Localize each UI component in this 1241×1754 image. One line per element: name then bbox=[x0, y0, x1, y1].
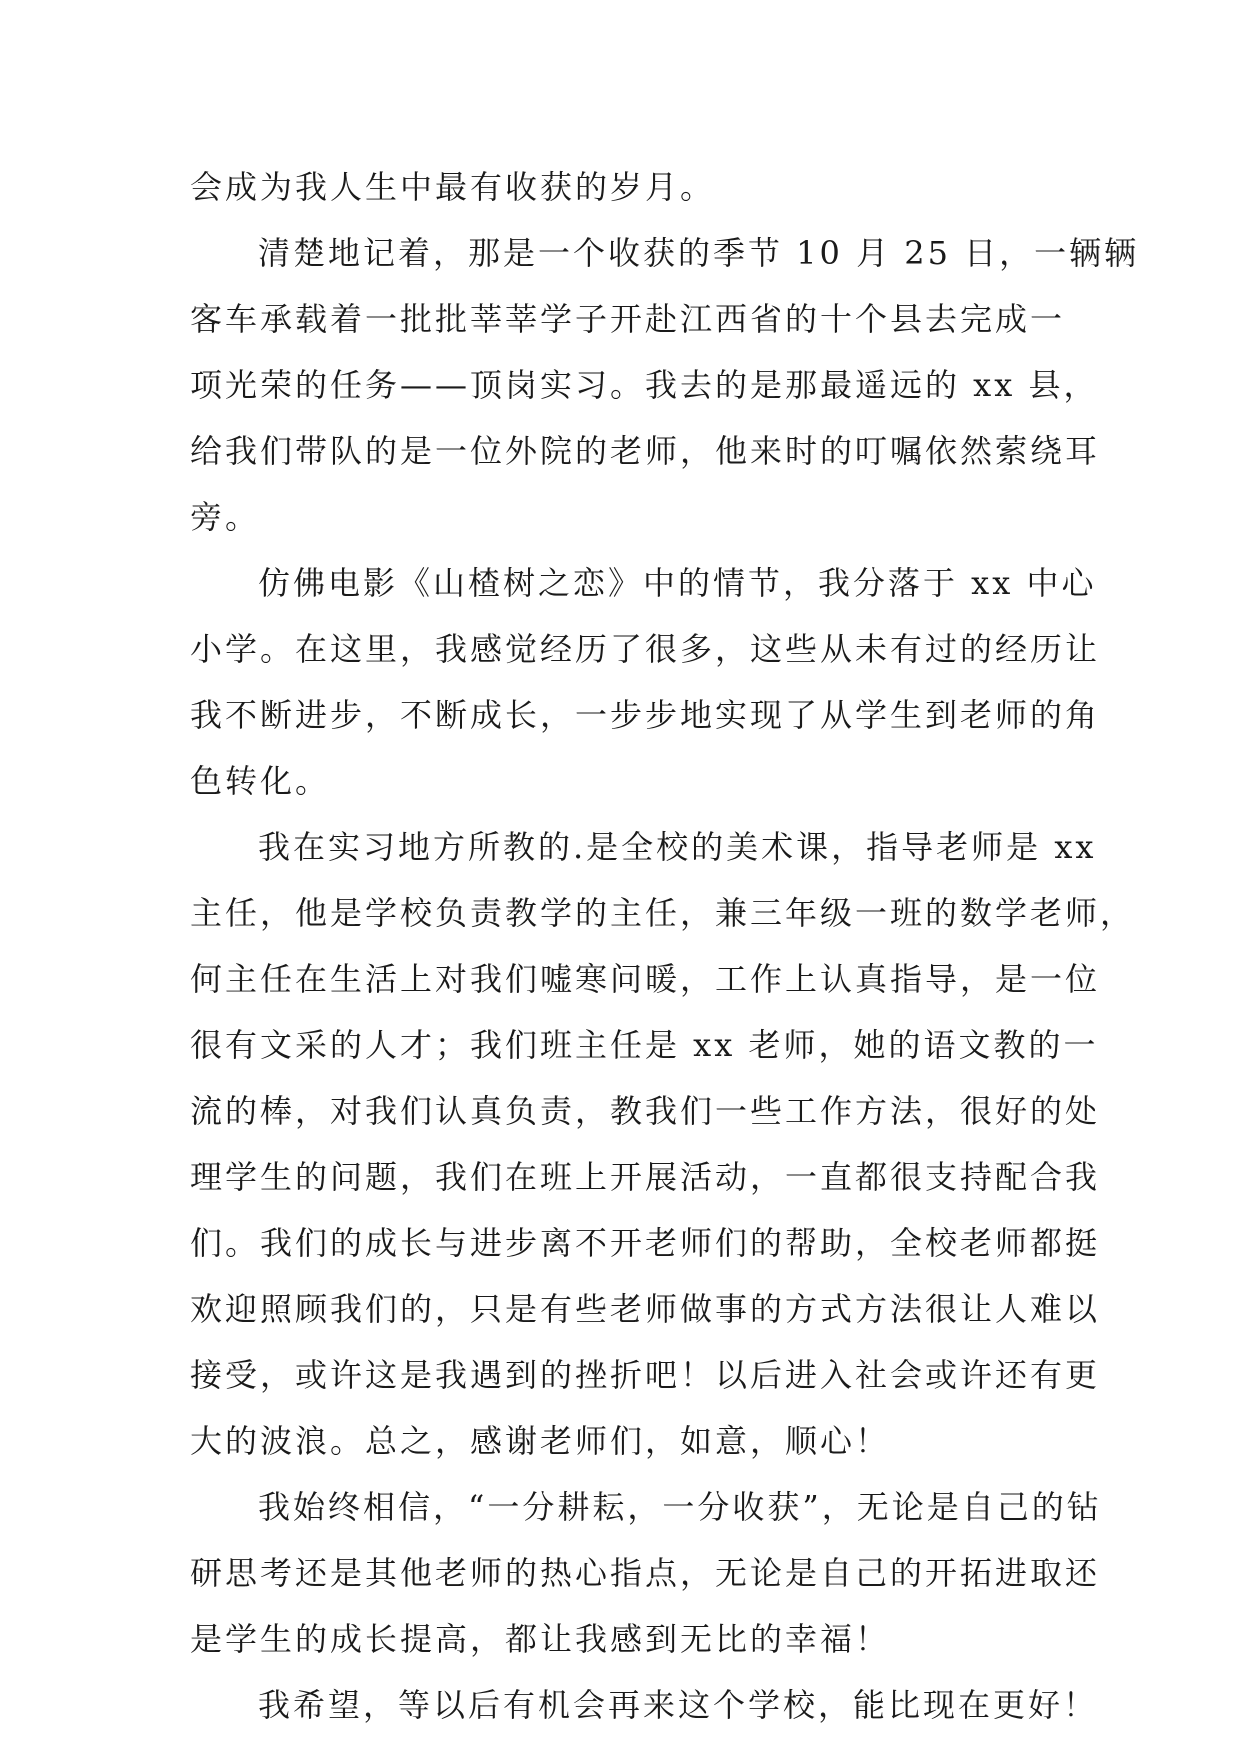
document-body bbox=[190, 154, 1140, 1738]
text-line: 何主任在生活上对我们嘘寒问暖，工作上认真指导，是一位 bbox=[190, 960, 1101, 998]
text-line: 理学生的问题，我们在班上开展活动，一直都很支持配合我 bbox=[190, 1158, 1101, 1196]
text-line: 研思考还是其他老师的热心指点，无论是自己的开拓进取还 bbox=[190, 1554, 1101, 1592]
text-line: 主任，他是学校负责教学的主任，兼三年级一班的数学老师， bbox=[190, 894, 1136, 932]
paragraph-start-line: 仿佛电影《山楂树之恋》中的情节，我分落于 xx 中心 bbox=[258, 564, 1097, 602]
paragraph-start-line: 我希望，等以后有机会再来这个学校，能比现在更好！ bbox=[258, 1686, 1099, 1724]
text-line: 大的波浪。总之，感谢老师们，如意，顺心！ bbox=[190, 1422, 891, 1460]
text-line: 欢迎照顾我们的，只是有些老师做事的方式方法很让人难以 bbox=[190, 1290, 1101, 1328]
text-line: 流的棒，对我们认真负责，教我们一些工作方法，很好的处 bbox=[190, 1092, 1101, 1130]
text-line: 客车承载着一批批莘莘学子开赴江西省的十个县去完成一 bbox=[190, 300, 1066, 338]
text-line: 很有文采的人才；我们班主任是 xx 老师，她的语文教的一 bbox=[190, 1026, 1099, 1064]
text-line: 会成为我人生中最有收获的岁月。 bbox=[190, 168, 716, 206]
text-line: 我不断进步，不断成长，一步步地实现了从学生到老师的角 bbox=[190, 696, 1101, 734]
paragraph-start-line: 清楚地记着，那是一个收获的季节 10 月 25 日，一辆辆 bbox=[258, 234, 1140, 272]
text-line: 给我们带队的是一位外院的老师，他来时的叮嘱依然萦绕耳 bbox=[190, 432, 1101, 470]
paragraph-start-line: 我始终相信，“一分耕耘，一分收获”，无论是自己的钻 bbox=[258, 1488, 1102, 1526]
text-line: 小学。在这里，我感觉经历了很多，这些从未有过的经历让 bbox=[190, 630, 1101, 668]
text-line: 旁。 bbox=[190, 498, 261, 536]
text-line: 接受，或许这是我遇到的挫折吧！以后进入社会或许还有更 bbox=[190, 1356, 1101, 1394]
text-line: 色转化。 bbox=[190, 762, 331, 800]
text-line: 项光荣的任务——顶岗实习。我去的是那最遥远的 xx 县， bbox=[190, 366, 1099, 404]
paragraph-start-line: 我在实习地方所教的.是全校的美术课，指导老师是 xx bbox=[258, 828, 1097, 866]
text-line: 是学生的成长提高，都让我感到无比的幸福！ bbox=[190, 1620, 891, 1658]
text-line: 们。我们的成长与进步离不开老师们的帮助，全校老师都挺 bbox=[190, 1224, 1101, 1262]
